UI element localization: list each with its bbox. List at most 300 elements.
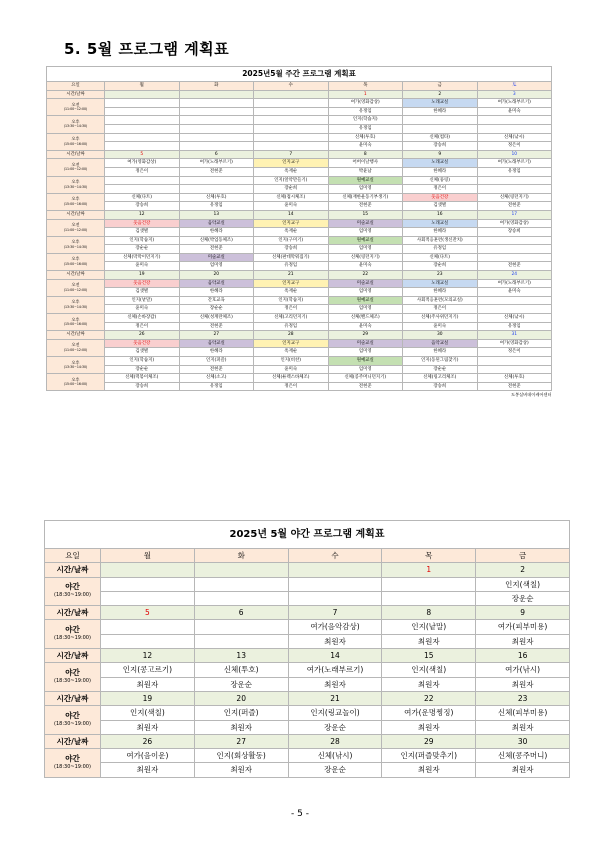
weekly-program-row <box>47 357 552 366</box>
weekly-program-cell: 여가(노래부르기) <box>477 159 552 168</box>
weekly-slot-label <box>47 176 105 193</box>
night-staff-cell: 최원자 <box>476 763 570 777</box>
weekly-date-cell: 27 <box>179 331 254 340</box>
weekly-date-cell: 9 <box>403 150 478 159</box>
night-date-cell: 7 <box>288 606 382 620</box>
weekly-header-row <box>47 82 552 91</box>
weekly-staff-cell: 윤미숙 <box>477 288 552 297</box>
weekly-program-cell <box>477 357 552 366</box>
night-program-cell: 인지(링교놀이) <box>288 706 382 720</box>
weekly-staff-cell: 전현준 <box>179 365 254 374</box>
weekly-staff-cell: 유정임 <box>254 262 329 271</box>
weekly-program-row <box>47 219 552 228</box>
weekly-staff-cell: 유정임 <box>179 382 254 391</box>
night-date-cell: 22 <box>382 691 476 705</box>
weekly-slot-label <box>47 193 105 210</box>
weekly-date-cell: 3 <box>477 90 552 99</box>
weekly-program-cell <box>477 253 552 262</box>
weekly-program-cell: 웃음건강 <box>105 279 180 288</box>
weekly-staff-cell: 전현준 <box>477 382 552 391</box>
weekly-staff-row <box>47 124 552 133</box>
night-date-cell: 20 <box>194 691 288 705</box>
weekly-staff-cell: 전현준 <box>477 262 552 271</box>
night-date-cell: 5 <box>101 606 195 620</box>
weekly-slot-label <box>47 116 105 133</box>
weekly-staff-cell: 한혜라 <box>403 107 478 116</box>
weekly-slot-name: 오후 <box>71 196 80 202</box>
weekly-slot-time: (15:00~16:00) <box>63 382 88 387</box>
weekly-slot-time: (15:00~16:00) <box>63 201 88 206</box>
weekly-program-cell: 여가(영화감상) <box>105 159 180 168</box>
weekly-staff-cell: 장승희 <box>403 142 478 151</box>
weekly-program-cell <box>105 99 180 108</box>
weekly-staff-cell: 한혜라 <box>403 348 478 357</box>
weekly-header-cell: 수 <box>254 82 329 91</box>
weekly-program-cell: 인지교구 <box>254 219 329 228</box>
weekly-staff-cell <box>477 365 552 374</box>
weekly-slot-time: (15:00~16:00) <box>63 322 88 327</box>
weekly-program-cell: 신체(투호) <box>179 193 254 202</box>
night-header-cell: 수 <box>288 549 382 563</box>
weekly-slot-time: (13:30~14:30) <box>63 365 88 370</box>
weekly-program-cell: 신체(링던지기) <box>477 193 552 202</box>
night-date-cell: 1 <box>382 563 476 577</box>
weekly-staff-cell <box>477 124 552 133</box>
weekly-slot-label <box>47 357 105 374</box>
weekly-staff-cell: 김샛별 <box>403 202 478 211</box>
weekly-program-cell: 인지(비찬) <box>254 357 329 366</box>
weekly-program-cell: 원예교실 <box>328 296 403 305</box>
weekly-header-cell: 토 <box>477 82 552 91</box>
weekly-program-cell: 원예교실 <box>328 236 403 245</box>
weekly-slot-label <box>47 219 105 236</box>
night-program-cell: 여가(낚시) <box>476 663 570 677</box>
night-date-cell: 30 <box>476 734 570 748</box>
weekly-staff-cell: 윤미숙 <box>254 202 329 211</box>
weekly-staff-row <box>47 305 552 314</box>
weekly-date-cell: 26 <box>105 331 180 340</box>
weekly-program-cell: 신체(주사위던지기) <box>403 314 478 323</box>
night-date-cell: 26 <box>101 734 195 748</box>
weekly-program-row <box>47 339 552 348</box>
weekly-date-cell <box>105 90 180 99</box>
weekly-slot-name: 오후 <box>71 359 80 365</box>
weekly-program-cell: 신체(막막이던지기) <box>105 253 180 262</box>
weekly-date-cell: 13 <box>179 210 254 219</box>
weekly-program-cell <box>477 176 552 185</box>
night-staff-row <box>45 677 570 691</box>
weekly-program-row <box>47 296 552 305</box>
weekly-staff-cell: 엄미영 <box>328 228 403 237</box>
weekly-slot-name: 오전 <box>71 282 80 288</box>
night-staff-cell <box>194 591 288 605</box>
night-program-cell: 여가(피부미용) <box>476 620 570 634</box>
weekly-date-cell: 14 <box>254 210 329 219</box>
weekly-staff-cell: 전현준 <box>179 322 254 331</box>
night-staff-cell <box>101 591 195 605</box>
weekly-staff-cell: 장승희 <box>105 202 180 211</box>
night-staff-cell: 장운순 <box>194 677 288 691</box>
weekly-program-cell: 신체(재한운동기부생기) <box>328 193 403 202</box>
night-header-cell: 목 <box>382 549 476 563</box>
weekly-program-cell: 신체(떡볶이체조) <box>105 374 180 383</box>
weekly-program-cell: 신체(성계란체조) <box>179 314 254 323</box>
night-date-cell: 16 <box>476 649 570 663</box>
weekly-program-cell: 신체(접시체조) <box>254 193 329 202</box>
weekly-date-cell <box>254 90 329 99</box>
weekly-staff-cell: 유정임 <box>328 107 403 116</box>
weekly-program-cell: 미술교실 <box>328 219 403 228</box>
weekly-staff-cell <box>254 142 329 151</box>
weekly-program-cell: 신체(다트) <box>403 253 478 262</box>
weekly-staff-cell: 정은이 <box>477 348 552 357</box>
night-date-row <box>45 734 570 748</box>
night-staff-cell: 최원자 <box>382 720 476 734</box>
weekly-header-cell: 월 <box>105 82 180 91</box>
night-program-cell: 여가(음악감상) <box>288 620 382 634</box>
weekly-staff-cell: 옥재순 <box>254 228 329 237</box>
night-staff-cell: 장운순 <box>476 591 570 605</box>
night-schedule-table <box>44 548 570 778</box>
weekly-slot-name: 오후 <box>71 256 80 262</box>
weekly-staff-cell: 장승희 <box>477 228 552 237</box>
weekly-program-cell: 인지(학습지) <box>328 116 403 125</box>
weekly-staff-cell: 한혜라 <box>179 228 254 237</box>
weekly-program-cell: 간호교육 <box>179 296 254 305</box>
night-date-cell: 9 <box>476 606 570 620</box>
weekly-staff-cell <box>179 124 254 133</box>
night-staff-cell: 최원자 <box>101 720 195 734</box>
night-program-cell: 인지(색칠) <box>101 706 195 720</box>
weekly-slot-name: 오후 <box>71 118 80 124</box>
weekly-program-cell: 신체(낚시) <box>477 314 552 323</box>
night-header-row <box>45 549 570 563</box>
weekly-staff-cell: 장순희 <box>403 262 478 271</box>
night-date-cell: 29 <box>382 734 476 748</box>
weekly-program-cell: 신체(콩주머니던지기) <box>328 374 403 383</box>
weekly-program-cell <box>477 236 552 245</box>
weekly-date-label: 시간/날짜 <box>47 210 105 219</box>
night-staff-cell: 최원자 <box>194 720 288 734</box>
weekly-date-label: 시간/날짜 <box>47 331 105 340</box>
weekly-staff-row <box>47 288 552 297</box>
night-slot-label <box>45 663 101 692</box>
weekly-date-row <box>47 150 552 159</box>
weekly-program-cell: 신체(고리던지기) <box>254 314 329 323</box>
weekly-program-cell: 신체(투호) <box>477 374 552 383</box>
night-program-row <box>45 620 570 634</box>
weekly-date-cell: 7 <box>254 150 329 159</box>
weekly-staff-cell: 박윤남 <box>328 167 403 176</box>
weekly-program-cell: 사회적응훈련(모의교실) <box>403 296 478 305</box>
weekly-staff-cell <box>477 185 552 194</box>
weekly-program-cell: 신체(판데막워집기) <box>254 253 329 262</box>
weekly-program-cell: 신체(튜렉스바체조) <box>254 374 329 383</box>
weekly-staff-cell: 유정임 <box>328 124 403 133</box>
weekly-date-cell: 30 <box>403 331 478 340</box>
weekly-staff-cell: 한혜라 <box>403 288 478 297</box>
weekly-staff-cell: 엄미영 <box>328 348 403 357</box>
weekly-staff-cell: 윤미숙 <box>403 322 478 331</box>
weekly-staff-cell: 유정임 <box>477 167 552 176</box>
night-date-cell <box>288 563 382 577</box>
weekly-slot-time: (11:00~12:00) <box>63 347 88 352</box>
night-program-row <box>45 577 570 591</box>
weekly-staff-cell <box>254 124 329 133</box>
night-header-cell: 금 <box>476 549 570 563</box>
weekly-program-cell: 신체(투호) <box>328 133 403 142</box>
night-program-cell <box>288 577 382 591</box>
weekly-staff-cell <box>403 124 478 133</box>
weekly-slot-label <box>47 279 105 296</box>
weekly-program-row <box>47 133 552 142</box>
night-program-cell <box>101 620 195 634</box>
night-schedule-title: 2025년 5월 야간 프로그램 계획표 <box>44 520 570 548</box>
weekly-staff-cell <box>254 107 329 116</box>
night-program-cell <box>101 577 195 591</box>
weekly-program-cell: 노래교실 <box>403 279 478 288</box>
weekly-slot-name: 오후 <box>71 376 80 382</box>
weekly-program-cell <box>403 116 478 125</box>
weekly-slot-name: 오후 <box>71 316 80 322</box>
night-program-cell: 신체(콩주머니) <box>476 749 570 763</box>
night-program-cell: 인지(낱말) <box>382 620 476 634</box>
night-date-label: 시간/날짜 <box>45 649 101 663</box>
night-program-cell: 인지(콩고르기) <box>101 663 195 677</box>
weekly-program-cell: 인지(학습지) <box>254 296 329 305</box>
weekly-date-cell: 29 <box>328 331 403 340</box>
weekly-slot-name: 오후 <box>71 179 80 185</box>
weekly-program-cell: 인지(동된그림찾기) <box>403 357 478 366</box>
weekly-staff-row <box>47 185 552 194</box>
night-staff-cell: 최원자 <box>476 677 570 691</box>
weekly-slot-time: (13:30~14:30) <box>63 244 88 249</box>
weekly-staff-cell: 한혜라 <box>403 228 478 237</box>
weekly-schedule-table <box>46 81 552 399</box>
weekly-staff-cell <box>105 142 180 151</box>
weekly-staff-cell: 유정임 <box>179 202 254 211</box>
night-slot-label <box>45 749 101 778</box>
weekly-program-row <box>47 176 552 185</box>
night-program-cell: 인지(색칠) <box>382 663 476 677</box>
weekly-date-cell: 17 <box>477 210 552 219</box>
weekly-staff-cell: 윤미숙 <box>105 305 180 314</box>
night-date-row <box>45 649 570 663</box>
weekly-date-cell: 22 <box>328 271 403 280</box>
weekly-staff-cell: 윤미숙 <box>328 262 403 271</box>
weekly-staff-row <box>47 167 552 176</box>
weekly-slot-time: (11:00~12:00) <box>63 167 88 172</box>
night-slot-name: 야간 <box>65 625 80 635</box>
weekly-program-cell: 인지(학습지) <box>105 236 180 245</box>
weekly-footer-row <box>47 391 552 400</box>
night-date-cell: 15 <box>382 649 476 663</box>
weekly-slot-label <box>47 374 105 391</box>
night-program-cell <box>382 577 476 591</box>
weekly-program-cell: 노래교실 <box>403 159 478 168</box>
weekly-date-label: 시간/날짜 <box>47 150 105 159</box>
night-staff-cell: 최원자 <box>476 634 570 648</box>
weekly-program-row <box>47 374 552 383</box>
night-date-cell: 28 <box>288 734 382 748</box>
night-staff-cell: 최원자 <box>288 677 382 691</box>
night-date-cell: 19 <box>101 691 195 705</box>
night-date-cell <box>101 563 195 577</box>
night-staff-cell: 최원자 <box>382 763 476 777</box>
weekly-staff-cell: 정은이 <box>403 305 478 314</box>
weekly-program-cell <box>477 116 552 125</box>
weekly-staff-cell: 장순순 <box>105 365 180 374</box>
weekly-staff-cell: 정은이 <box>105 322 180 331</box>
weekly-staff-cell: 윤미숙 <box>477 107 552 116</box>
night-date-cell: 12 <box>101 649 195 663</box>
weekly-slot-label <box>47 339 105 356</box>
weekly-date-cell: 8 <box>328 150 403 159</box>
weekly-staff-cell: 윤미숙 <box>254 365 329 374</box>
weekly-program-cell: 미술교실 <box>179 253 254 262</box>
weekly-program-cell <box>179 99 254 108</box>
night-slot-time: (18:30~19:00) <box>54 678 91 685</box>
night-slot-label <box>45 577 101 606</box>
weekly-date-cell: 5 <box>105 150 180 159</box>
weekly-staff-cell: 전현준 <box>477 202 552 211</box>
night-program-row <box>45 663 570 677</box>
weekly-slot-label <box>47 296 105 313</box>
weekly-header-cell: 목 <box>328 82 403 91</box>
night-program-row <box>45 706 570 720</box>
night-slot-time: (18:30~19:00) <box>54 635 91 642</box>
weekly-date-cell: 23 <box>403 271 478 280</box>
weekly-date-row <box>47 210 552 219</box>
night-header-cell: 화 <box>194 549 288 563</box>
weekly-program-cell: 여가(노래부르기) <box>477 279 552 288</box>
night-staff-cell: 최원자 <box>476 720 570 734</box>
weekly-date-cell <box>179 90 254 99</box>
night-program-cell: 여가(노래부르기) <box>288 663 382 677</box>
weekly-program-cell: 신체(컵타) <box>403 133 478 142</box>
weekly-slot-time: (13:30~14:30) <box>63 184 88 189</box>
weekly-staff-cell: 윤미숙 <box>105 262 180 271</box>
weekly-program-row <box>47 193 552 202</box>
weekly-program-row <box>47 279 552 288</box>
weekly-date-row <box>47 271 552 280</box>
weekly-slot-time: (15:00~16:00) <box>63 141 88 146</box>
weekly-date-cell: 21 <box>254 271 329 280</box>
weekly-slot-time: (11:00~12:00) <box>63 227 88 232</box>
weekly-date-row <box>47 90 552 99</box>
weekly-staff-row <box>47 245 552 254</box>
weekly-program-cell <box>179 116 254 125</box>
night-date-cell: 13 <box>194 649 288 663</box>
weekly-program-cell: 웃음건강 <box>105 219 180 228</box>
weekly-staff-cell: 엄미영 <box>328 245 403 254</box>
weekly-staff-row <box>47 262 552 271</box>
weekly-date-cell: 15 <box>328 210 403 219</box>
night-staff-cell: 최원자 <box>382 677 476 691</box>
night-date-cell: 23 <box>476 691 570 705</box>
weekly-staff-cell <box>477 305 552 314</box>
weekly-staff-cell: 장순순 <box>403 365 478 374</box>
weekly-program-cell: 사회적응훈련(생신잔치) <box>403 236 478 245</box>
night-program-cell: 인지(퍼즐맞추기) <box>382 749 476 763</box>
weekly-program-cell: 신체(소고) <box>179 374 254 383</box>
weekly-staff-cell: 장순순 <box>179 305 254 314</box>
weekly-program-cell: 웃음건강 <box>403 193 478 202</box>
weekly-staff-cell: 엄미영 <box>328 365 403 374</box>
weekly-staff-cell: 유정임 <box>403 245 478 254</box>
weekly-program-cell: 여가(영화감상) <box>477 219 552 228</box>
night-date-label: 시간/날짜 <box>45 734 101 748</box>
night-program-cell <box>194 620 288 634</box>
weekly-slot-name: 오후 <box>71 136 80 142</box>
weekly-staff-cell: 한혜라 <box>179 348 254 357</box>
weekly-program-cell <box>105 176 180 185</box>
weekly-slot-name: 오후 <box>71 299 80 305</box>
night-date-label: 시간/날짜 <box>45 691 101 705</box>
night-date-cell: 27 <box>194 734 288 748</box>
weekly-header-cell: 요일 <box>47 82 105 91</box>
night-date-label: 시간/날짜 <box>45 606 101 620</box>
night-program-cell <box>194 577 288 591</box>
night-header-cell: 요일 <box>45 549 101 563</box>
weekly-staff-row <box>47 348 552 357</box>
weekly-program-cell: 인지교구 <box>254 279 329 288</box>
night-program-row <box>45 749 570 763</box>
night-program-cell: 인지(회상활동) <box>194 749 288 763</box>
night-staff-cell: 최원자 <box>101 763 195 777</box>
weekly-staff-cell: 한혜라 <box>179 288 254 297</box>
night-slot-name: 야간 <box>65 582 80 592</box>
weekly-staff-cell <box>179 142 254 151</box>
weekly-date-cell: 6 <box>179 150 254 159</box>
weekly-slot-time: (13:30~14:30) <box>63 304 88 309</box>
weekly-staff-cell <box>179 107 254 116</box>
night-staff-cell: 최원자 <box>288 634 382 648</box>
weekly-program-cell: 신체(손바장갑) <box>105 314 180 323</box>
night-staff-row <box>45 763 570 777</box>
night-date-row <box>45 691 570 705</box>
night-staff-row <box>45 591 570 605</box>
weekly-slot-label <box>47 253 105 270</box>
weekly-program-cell: 웃음건강 <box>105 339 180 348</box>
weekly-staff-cell <box>179 185 254 194</box>
weekly-footer-center-name: 도봉실버데이케어센터 <box>511 392 552 398</box>
night-date-row <box>45 606 570 620</box>
weekly-slot-label <box>47 133 105 150</box>
weekly-staff-cell: 정은이 <box>403 185 478 194</box>
weekly-program-cell: 인지(퍼즐) <box>179 357 254 366</box>
weekly-staff-cell <box>105 107 180 116</box>
weekly-date-cell: 1 <box>328 90 403 99</box>
weekly-staff-cell: 유정임 <box>254 322 329 331</box>
weekly-slot-label <box>47 314 105 331</box>
weekly-program-row <box>47 99 552 108</box>
night-slot-name: 야간 <box>65 753 80 763</box>
weekly-program-row <box>47 314 552 323</box>
weekly-slot-name: 오전 <box>71 342 80 348</box>
weekly-slot-name: 오전 <box>71 101 80 107</box>
weekly-slot-time: (11:00~12:00) <box>63 107 88 112</box>
weekly-date-cell: 31 <box>477 331 552 340</box>
weekly-staff-cell: 장순희 <box>254 185 329 194</box>
weekly-program-cell: 미술교실 <box>328 279 403 288</box>
weekly-program-cell <box>254 116 329 125</box>
night-staff-cell: 최원자 <box>101 677 195 691</box>
weekly-program-cell: 원예교실 <box>328 357 403 366</box>
weekly-date-cell: 19 <box>105 271 180 280</box>
weekly-program-cell: 여가(노래부르기) <box>477 99 552 108</box>
weekly-date-cell: 2 <box>403 90 478 99</box>
